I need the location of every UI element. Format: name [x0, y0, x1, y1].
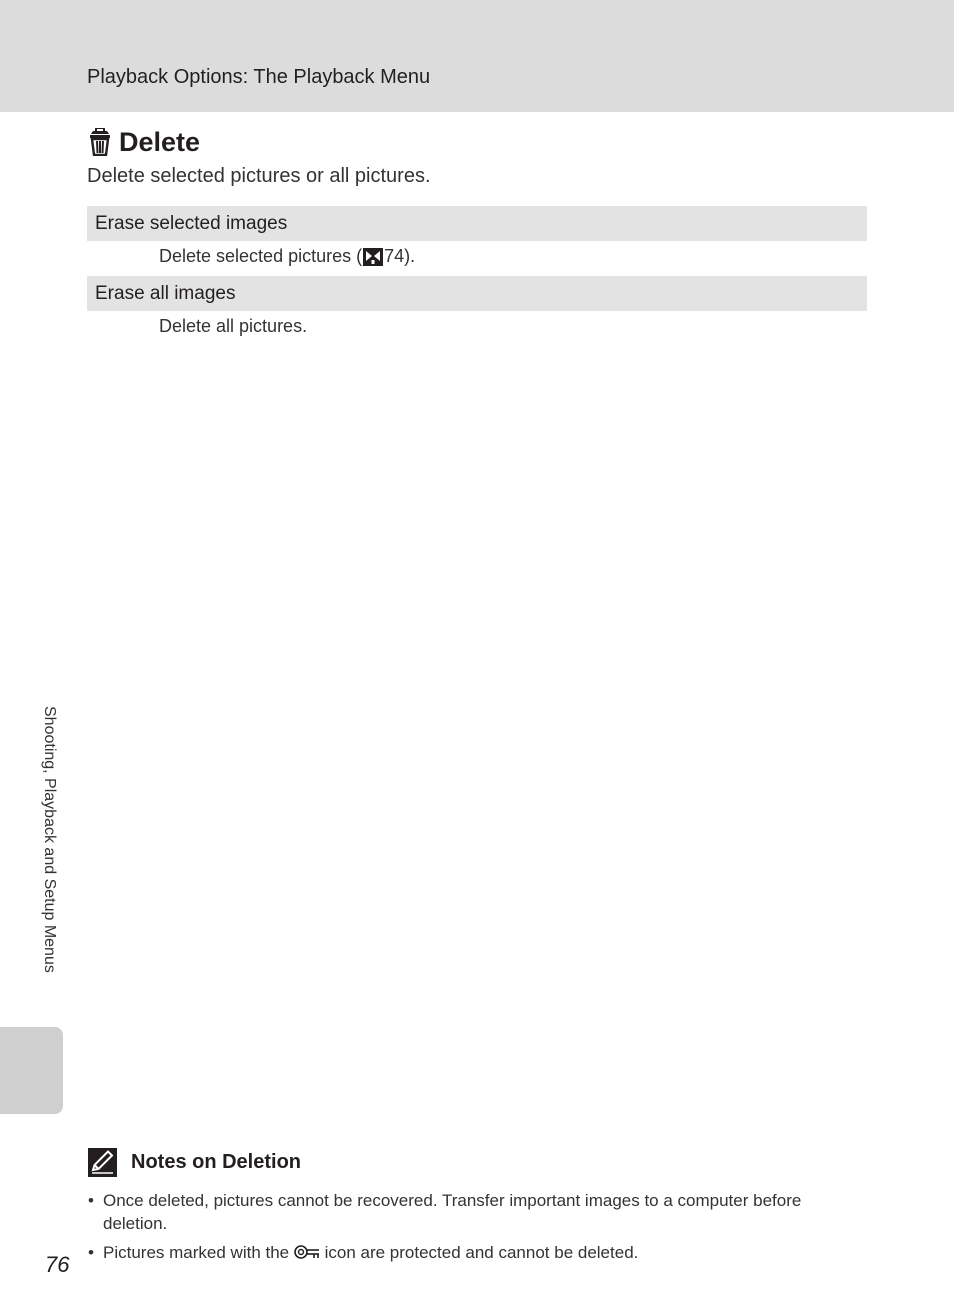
section-title-text: Delete — [119, 126, 201, 157]
header-title: Playback Options: The Playback Menu — [87, 66, 431, 88]
note-text: Pictures marked with the — [103, 1243, 294, 1262]
page-number: 76 — [45, 1252, 70, 1277]
notes-heading — [88, 1148, 301, 1177]
note-text: Once deleted, pictures cannot be recovered. Transfer important images to a computer before deletion. — [103, 1191, 802, 1233]
list-item — [88, 1189, 848, 1235]
side-tab-label: Shooting, Playback and Setup Menus — [41, 706, 58, 973]
option-description — [159, 246, 415, 267]
protect-key-icon — [294, 1244, 320, 1260]
option-desc-text: Delete selected pictures ( — [159, 246, 363, 266]
note-text: icon are protected and cannot be deleted. — [319, 1243, 639, 1262]
section-title — [87, 122, 200, 162]
notes-title: Notes on Deletion — [131, 1151, 302, 1173]
option-erase-selected — [87, 206, 867, 241]
option-description: Delete all pictures. — [159, 316, 308, 336]
option-desc-text: 74). — [384, 246, 416, 266]
option-label: Erase selected images — [95, 212, 288, 234]
section-intro: Delete selected pictures or all pictures. — [87, 165, 431, 187]
notes-list — [88, 1189, 848, 1270]
option-label: Erase all images — [95, 282, 236, 304]
pencil-note-icon — [88, 1148, 117, 1177]
option-erase-all — [87, 276, 867, 311]
bullet: • — [88, 1243, 94, 1262]
trash-icon — [87, 128, 113, 156]
page-reference-icon — [363, 248, 383, 266]
bullet: • — [88, 1191, 94, 1210]
list-item — [88, 1241, 848, 1264]
header-band — [0, 0, 954, 112]
side-tab — [0, 1027, 63, 1114]
